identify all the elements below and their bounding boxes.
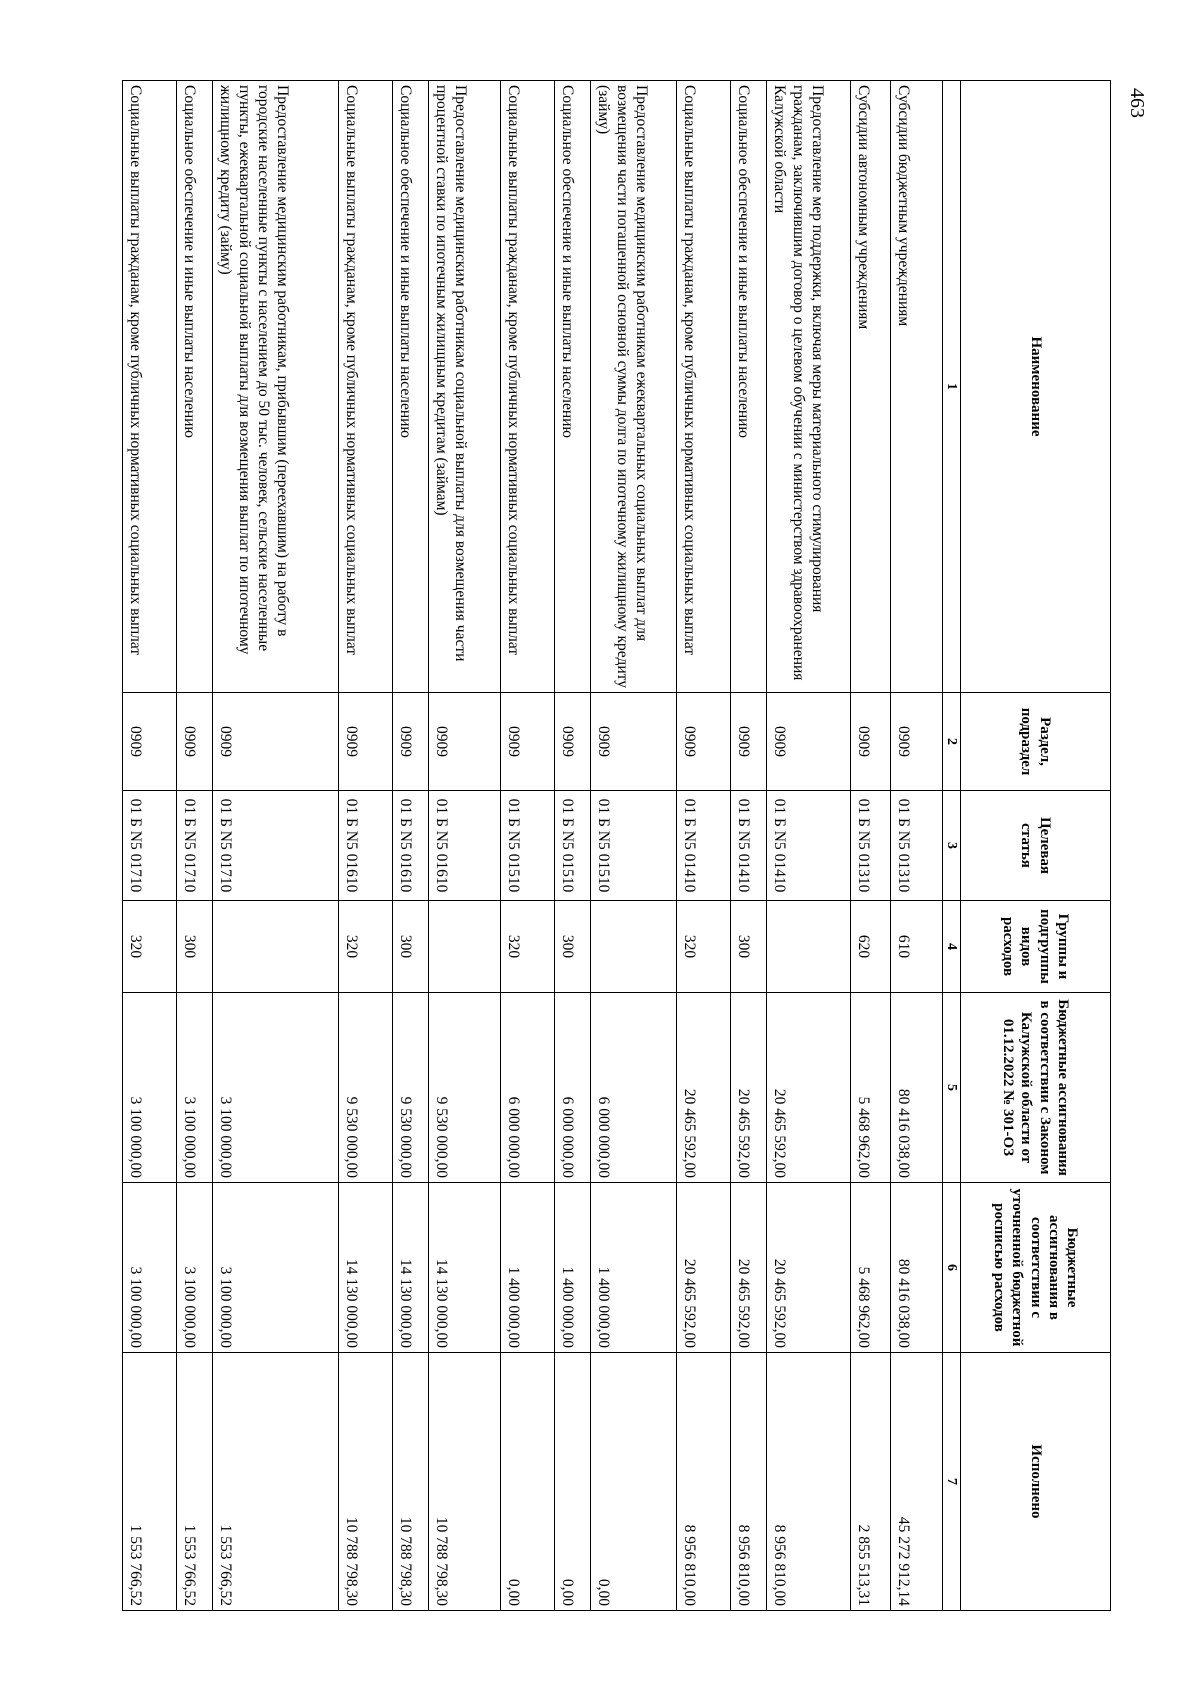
row-expense-group: 610 (890, 901, 942, 993)
row-target-article: 01 Б N5 01310 (850, 791, 890, 901)
row-law-allocation: 80 416 038,00 (890, 993, 942, 1183)
row-law-allocation: 20 465 592,00 (676, 993, 730, 1183)
row-name: Социальное обеспечение и иные выплаты населению (554, 81, 590, 693)
row-expense-group: 320 (676, 901, 730, 993)
row-law-allocation: 20 465 592,00 (730, 993, 766, 1183)
row-expense-group: 620 (850, 901, 890, 993)
row-target-article: 01 Б N5 01710 (122, 791, 176, 901)
row-target-article: 01 Б N5 01410 (730, 791, 766, 901)
row-executed: 8 956 810,00 (676, 1353, 730, 1611)
column-number: 5 (942, 993, 960, 1183)
row-law-allocation: 3 100 000,00 (212, 993, 338, 1183)
row-section: 0909 (500, 693, 554, 791)
row-section: 0909 (554, 693, 590, 791)
table-row (766, 81, 850, 1611)
row-revised-allocation: 80 416 038,00 (890, 1183, 942, 1353)
row-target-article: 01 Б N5 01710 (212, 791, 338, 901)
row-law-allocation: 5 468 962,00 (850, 993, 890, 1183)
header-expense-group: Группы и подгруппы видов расходов (961, 901, 1111, 993)
row-law-allocation: 9 530 000,00 (392, 993, 428, 1183)
row-target-article: 01 Б N5 01410 (766, 791, 850, 901)
row-name: Социальные выплаты гражданам, кроме публичных нормативных социальных выплат (676, 81, 730, 693)
row-expense-group: 300 (392, 901, 428, 993)
budget-table (122, 80, 1111, 1611)
row-revised-allocation: 3 100 000,00 (212, 1183, 338, 1353)
row-name: Социальное обеспечение и иные выплаты населению (392, 81, 428, 693)
row-executed: 2 855 513,31 (850, 1353, 890, 1611)
row-expense-group: 300 (554, 901, 590, 993)
row-name: Предоставление медицинским работникам социальной выплаты для возмещения части процентной ставки по ипотечным жилищным кредитам (займам) (428, 81, 500, 693)
table-row (176, 81, 212, 1611)
column-number: 1 (942, 81, 960, 693)
row-target-article: 01 Б N5 01610 (338, 791, 392, 901)
row-name: Субсидии автономным учреждениям (850, 81, 890, 693)
row-name: Социальные выплаты гражданам, кроме публичных нормативных социальных выплат (500, 81, 554, 693)
row-name: Социальные выплаты гражданам, кроме публичных нормативных социальных выплат (122, 81, 176, 693)
row-section: 0909 (122, 693, 176, 791)
table-row (212, 81, 338, 1611)
row-executed: 0,00 (500, 1353, 554, 1611)
row-name: Социальное обеспечение и иные выплаты населению (730, 81, 766, 693)
row-executed: 1 553 766,52 (176, 1353, 212, 1611)
row-target-article: 01 Б N5 01410 (676, 791, 730, 901)
row-expense-group (766, 901, 850, 993)
row-section: 0909 (176, 693, 212, 791)
table-row (428, 81, 500, 1611)
table-row (392, 81, 428, 1611)
page-number: 463 (1126, 88, 1148, 118)
column-number: 6 (942, 1183, 960, 1353)
row-executed: 10 788 798,30 (338, 1353, 392, 1611)
row-section: 0909 (890, 693, 942, 791)
row-name: Предоставление мер поддержки, включая меры материального стимулирования гражданам, заключившим договор о целевом обучении с министерством здравоохранения Калужской области (766, 81, 850, 693)
row-executed: 8 956 810,00 (766, 1353, 850, 1611)
row-law-allocation: 6 000 000,00 (590, 993, 676, 1183)
row-section: 0909 (766, 693, 850, 791)
row-expense-group (428, 901, 500, 993)
row-target-article: 01 Б N5 01610 (392, 791, 428, 901)
row-executed: 10 788 798,30 (392, 1353, 428, 1611)
row-revised-allocation: 3 100 000,00 (176, 1183, 212, 1353)
row-executed: 8 956 810,00 (730, 1353, 766, 1611)
column-number: 7 (942, 1353, 960, 1611)
row-revised-allocation: 14 130 000,00 (428, 1183, 500, 1353)
row-executed: 45 272 912,14 (890, 1353, 942, 1611)
table-row (122, 81, 176, 1611)
row-revised-allocation: 3 100 000,00 (122, 1183, 176, 1353)
row-law-allocation: 3 100 000,00 (122, 993, 176, 1183)
row-expense-group: 300 (176, 901, 212, 993)
header-name: Наименование (961, 81, 1111, 693)
row-revised-allocation: 14 130 000,00 (338, 1183, 392, 1353)
row-law-allocation: 6 000 000,00 (554, 993, 590, 1183)
row-revised-allocation: 20 465 592,00 (676, 1183, 730, 1353)
row-law-allocation: 6 000 000,00 (500, 993, 554, 1183)
row-section: 0909 (676, 693, 730, 791)
header-executed: Исполнено (961, 1353, 1111, 1611)
row-executed: 0,00 (554, 1353, 590, 1611)
table-row (590, 81, 676, 1611)
row-revised-allocation: 1 400 000,00 (590, 1183, 676, 1353)
row-name: Предоставление медицинским работникам ежеквартальных социальных выплат для возмещения части погашенной основной суммы долга по ипотечному жилищному кредиту (займу) (590, 81, 676, 693)
header-row (961, 81, 1111, 1611)
row-law-allocation: 20 465 592,00 (766, 993, 850, 1183)
table-row (500, 81, 554, 1611)
table-row (338, 81, 392, 1611)
row-revised-allocation: 20 465 592,00 (766, 1183, 850, 1353)
row-executed: 10 788 798,30 (428, 1353, 500, 1611)
row-executed: 1 553 766,52 (122, 1353, 176, 1611)
header-revised-allocation: Бюджетные ассигнования в соответствии с уточненной бюджетной росписью расходов (961, 1183, 1111, 1353)
row-expense-group (212, 901, 338, 993)
row-section: 0909 (590, 693, 676, 791)
row-target-article: 01 Б N5 01510 (554, 791, 590, 901)
row-revised-allocation: 1 400 000,00 (554, 1183, 590, 1353)
row-revised-allocation: 5 468 962,00 (850, 1183, 890, 1353)
row-revised-allocation: 20 465 592,00 (730, 1183, 766, 1353)
row-expense-group (590, 901, 676, 993)
row-expense-group: 320 (338, 901, 392, 993)
row-section: 0909 (392, 693, 428, 791)
row-name: Предоставление медицинским работникам, прибывшим (переехавшим) на работу в городские населенные пункты с населением до 50 тыс. человек, сельские населенные пункты, ежеквартальной социальной выплаты для возмещения выплат по ипотечному жилищному кредиту (займу) (212, 81, 338, 693)
column-number: 4 (942, 901, 960, 993)
table-row (676, 81, 730, 1611)
row-section: 0909 (212, 693, 338, 791)
row-section: 0909 (730, 693, 766, 791)
header-section: Раздел, подраздел (961, 693, 1111, 791)
column-number: 3 (942, 791, 960, 901)
row-law-allocation: 3 100 000,00 (176, 993, 212, 1183)
row-target-article: 01 Б N5 01610 (428, 791, 500, 901)
row-revised-allocation: 1 400 000,00 (500, 1183, 554, 1353)
row-target-article: 01 Б N5 01710 (176, 791, 212, 901)
table-row (554, 81, 590, 1611)
row-name: Социальные выплаты гражданам, кроме публичных нормативных социальных выплат (338, 81, 392, 693)
row-expense-group: 320 (122, 901, 176, 993)
row-name: Субсидии бюджетным учреждениям (890, 81, 942, 693)
column-number-row (942, 81, 960, 1611)
row-revised-allocation: 14 130 000,00 (392, 1183, 428, 1353)
row-expense-group: 300 (730, 901, 766, 993)
header-target-article: Целевая статья (961, 791, 1111, 901)
row-section: 0909 (428, 693, 500, 791)
table-row (850, 81, 890, 1611)
row-target-article: 01 Б N5 01510 (500, 791, 554, 901)
row-section: 0909 (850, 693, 890, 791)
row-target-article: 01 Б N5 01510 (590, 791, 676, 901)
table-row (890, 81, 942, 1611)
row-law-allocation: 9 530 000,00 (338, 993, 392, 1183)
row-executed: 1 553 766,52 (212, 1353, 338, 1611)
row-target-article: 01 Б N5 01310 (890, 791, 942, 901)
row-expense-group: 320 (500, 901, 554, 993)
table-row (730, 81, 766, 1611)
row-section: 0909 (338, 693, 392, 791)
row-executed: 0,00 (590, 1353, 676, 1611)
rotated-page (126, 80, 1111, 1610)
row-name: Социальное обеспечение и иные выплаты населению (176, 81, 212, 693)
header-law-allocation: Бюджетные ассигнования в соответствии с Законом Калужской области от 01.12.2022 № 301-ОЗ (961, 993, 1111, 1183)
column-number: 2 (942, 693, 960, 791)
row-law-allocation: 9 530 000,00 (428, 993, 500, 1183)
